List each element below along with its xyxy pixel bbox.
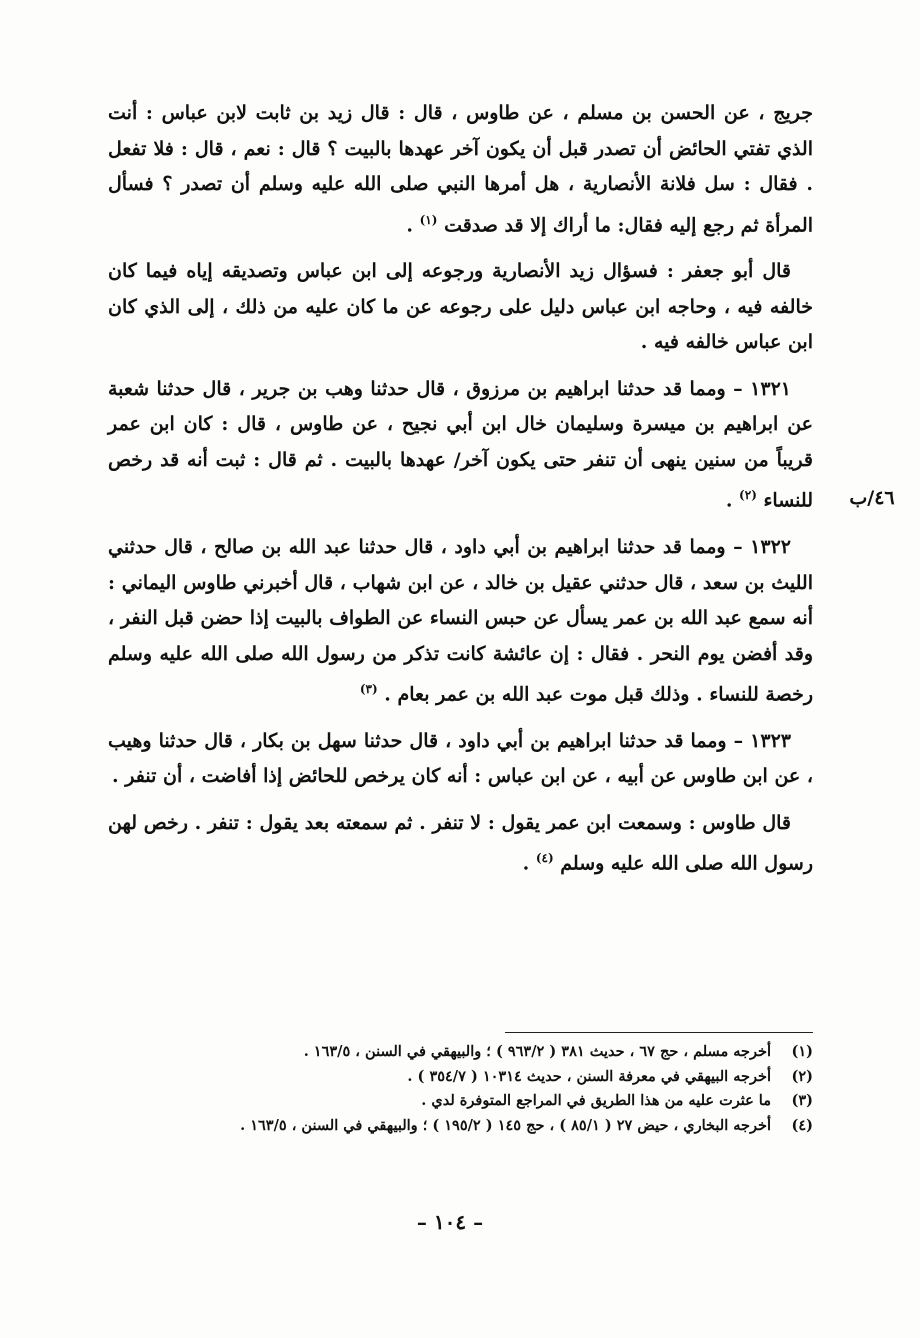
- footnote-ref-3: (٣): [359, 682, 378, 697]
- paragraph-1-text: جريج ، عن الحسن بن مسلم ، عن طاوس ، قال : قال زيد بن ثابت لابن عباس : أنت الذي تفتي الحائض أن تصدر قبل أن يكون آخر عهدها بالبيت ؟ قال : نعم ، قال : فلا تفعل . فقال : سل فلانة الأنصارية ، هل أمرها النبي صلى الله عليه وسلم أن تصدر ؟ فسأل المرأة ثم رجع إليه فقال: ما أراك إلا قد صدقت: [108, 102, 813, 236]
- footnote-separator: [505, 1032, 813, 1033]
- footnotes: [160, 1040, 813, 1138]
- footnote-ref-2: (٢): [739, 488, 757, 503]
- footnote-text: أخرجه البخاري ، حيض ٢٧ ( ٨٥/١ ) ، حج ١٤٥ ( ١٩٥/٢ ) ؛ والبيهقي في السنن ، ١٦٣/٥ .: [240, 1116, 771, 1134]
- manuscript-folio-note: ٤٦/ب: [849, 487, 895, 509]
- footnote-ref-4: (٤): [535, 851, 554, 866]
- footnote-3: [160, 1089, 813, 1114]
- paragraph-1: جريج ، عن الحسن بن مسلم ، عن طاوس ، قال : قال زيد بن ثابت لابن عباس : أنت الذي تفتي الحائض أن تصدر قبل أن يكون آخر عهدها بالبيت ؟ قال : نعم ، قال : فلا تفعل . فقال : سل فلانة الأنصارية ، هل أمرها النبي صلى الله عليه وسلم أن تصدر ؟ فسأل المرأة ثم رجع إليه فقال: ما أراك إلا قد صدقت $^{(١)}$ .: [108, 102, 813, 236]
- paragraph-2: قال أبو جعفر : فسؤال زيد الأنصارية ورجوعه إلى ابن عباس وتصديقه إياه فيما كان خالفه فيه ، وحاجه ابن عباس دليل على رجوعه عن ما كان عليه من ذلك ، إلى الذي كان ابن عباس خالفه فيه .: [108, 260, 813, 354]
- footnote-ref-1: (١): [419, 212, 438, 227]
- footnote-number: (٤): [791, 1116, 813, 1134]
- footnote-number: (٢): [791, 1067, 813, 1085]
- footnote-number: (٣): [791, 1092, 813, 1109]
- footnote-text: أخرجه البيهقي في معرفة السنن ، حديث ١٠٣١٤ ( ٣٥٤/٧ ) .: [407, 1067, 771, 1085]
- footnote-text: ما عثرت عليه من هذا الطريق في المراجع المتوفرة لدي .: [421, 1092, 771, 1109]
- footnote-1: [160, 1040, 813, 1065]
- main-text: [108, 96, 813, 893]
- page-number: – ١٠٤ –: [416, 1210, 484, 1234]
- footnote-number: (١): [791, 1043, 813, 1060]
- hadith-1322-text: ١٣٢٢ – ومما قد حدثنا ابراهيم بن أبي داود ، قال حدثنا عبد الله بن صالح ، قال حدثني الليث بن سعد ، قال حدثني عقيل بن خالد ، عن ابن شهاب ، قال أخبرني طاوس اليماني : أنه سمع عبد الله بن عمر يسأل عن حبس النساء عن الطواف بالبيت إذا حضن قبل النفر ، وقد أفضن يوم النحر . فقال : إن عائشة كانت تذكر من رسول الله صلى الله عليه وسلم رخصة للنساء . وذلك قبل موت عبد الله بن عمر بعام .: [108, 536, 813, 706]
- hadith-1321-text: ١٣٢١ – ومما قد حدثنا ابراهيم بن مرزوق ، قال حدثنا وهب بن جرير ، قال حدثنا شعبة عن ابراهيم بن ميسرة وسليمان خال ابن أبي نجيح ، عن طاوس ، قال : كان ابن عمر قريباً من سنين ينهى أن تنفر حتى يكون آخر/ عهدها بالبيت . ثم قال : ثبت أنه قد رخص للنساء: [108, 377, 813, 512]
- hadith-1322: [108, 530, 813, 713]
- footnote-2: [160, 1065, 813, 1090]
- footnote-4: [160, 1114, 813, 1139]
- hadith-1323: ١٣٢٣ – ومما قد حدثنا ابراهيم بن أبي داود ، قال حدثنا سهل بن بكار ، قال حدثنا وهيب ، عن ابن طاوس عن أبيه ، عن ابن عباس : أنه كان يرخص للحائض إذا أفاضت ، أن تنفر .: [108, 729, 813, 788]
- footnote-text: أخرجه مسلم ، حج ٦٧ ، حديث ٣٨١ ( ٩٦٣/٢ ) ؛ والبيهقي في السنن ، ١٦٣/٥ .: [303, 1043, 771, 1060]
- hadith-1321: ١٣٢١ – ومما قد حدثنا ابراهيم بن مرزوق ، قال حدثنا وهب بن جرير ، قال حدثنا شعبة عن ابراهيم بن ميسرة وسليمان خال ابن أبي نجيح ، عن طاوس ، قال : كان ابن عمر قريباً من سنين ينهى أن تنفر حتى يكون آخر/ عهدها بالبيت . ثم قال : ثبت أنه قد رخص للنساء $^{(٢)}$ .: [108, 377, 813, 512]
- paragraph-tawus-text: قال طاوس : وسمعت ابن عمر يقول : لا تنفر . ثم سمعته بعد يقول : تنفر . رخص لهن رسول الله صلى الله عليه وسلم: [108, 811, 813, 875]
- paragraph-tawus: قال طاوس : وسمعت ابن عمر يقول : لا تنفر . ثم سمعته بعد يقول : تنفر . رخص لهن رسول الله صلى الله عليه وسلم $^{(٤)}$ .: [108, 811, 813, 875]
